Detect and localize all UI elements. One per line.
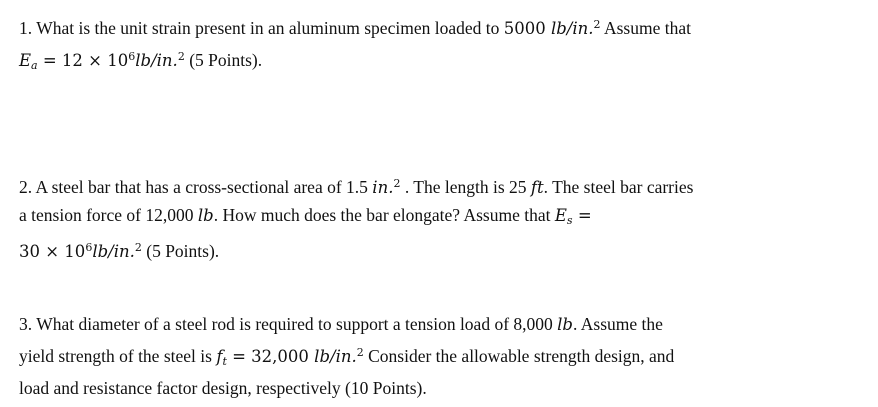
question-3-load-unit-group [557,315,573,334]
question-3-strength-unit: lb/in. [314,346,357,366]
question-3-line-1 [19,311,838,339]
question-2-equals: = [577,205,592,225]
question-2-modulus-value: 30 × 10 [19,242,86,261]
question-2-line-2 [19,202,838,235]
question-2-text-c: . The steel bar carries [543,177,694,197]
question-2-modulus-symbol-group [555,206,592,225]
question-3-strength-value: = 32,000 [232,346,309,366]
question-2-text-b: . The length is 25 [404,177,527,197]
question-1-modulus-subscript: a [31,58,38,72]
question-2-length-unit-group [531,178,544,197]
question-3-strength [216,347,363,366]
question-1-line-2 [19,43,838,80]
question-2-points: (5 Points). [146,241,220,261]
question-3-strength-exponent: 2 [356,345,364,359]
question-1-load-unit-exponent: 2 [593,18,601,31]
question-2-modulus-subscript: s [566,213,573,227]
question-2-area-unit-group [372,178,400,197]
question-3 [19,311,838,403]
question-1-modulus-value: = 12 × 10 [42,50,129,70]
question-1-modulus-symbol: E [19,50,32,70]
question-1-text-a: What is the unit strain present in an aluminum specimen loaded to [36,18,500,38]
question-3-text-d: Consider the allowable strength design, and [368,345,675,366]
question-3-text-e: load and resistance factor design, respectively (10 Points). [19,378,427,398]
question-3-load-unit: lb [557,315,573,334]
question-1 [19,11,838,79]
question-1-points: (5 Points). [189,49,263,70]
question-2-line-3 [19,234,838,266]
question-2-force-unit-group [198,206,214,225]
question-1-modulus-unit: lb/in. [135,50,178,70]
question-2 [19,170,838,266]
question-2-text-d: a tension force of 12,000 [19,204,194,225]
question-2-modulus-unit-exponent: 2 [134,241,142,254]
question-3-line-2 [19,339,838,376]
question-2-modulus [19,242,142,261]
question-1-line-1 [19,11,838,43]
question-3-text-c: yield strength of the steel is [19,345,212,366]
question-2-modulus-symbol: E [554,205,567,225]
question-1-number: 1. [19,18,33,38]
question-2-force-unit: lb [197,205,214,225]
question-3-text-a: What diameter of a steel rod is required to support a tension load of 8,000 [36,314,553,334]
question-2-text-e: . How much does the bar elongate? Assume that [213,204,551,225]
question-1-modulus-unit-exponent: 2 [177,49,185,63]
question-2-modulus-unit: lb/in. [92,242,135,261]
question-3-strength-subscript: t [222,354,227,368]
question-2-length-unit: ft [530,178,544,197]
question-3-line-3 [19,375,838,403]
question-3-text-b: . Assume the [573,314,663,334]
question-1-load-value: 5000 [503,19,546,38]
question-1-modulus [19,51,185,70]
question-2-modulus-exponent: 6 [85,241,93,254]
question-2-number: 2. [19,177,33,197]
question-1-text-b: Assume that [603,18,691,38]
question-1-modulus-exponent: 6 [128,49,136,63]
question-2-line-1 [19,170,838,202]
question-1-load-unit: lb/in. [550,19,594,38]
question-3-number: 3. [19,314,33,334]
question-2-area-unit: in. [372,178,394,197]
question-2-text-a: A steel bar that has a cross-sectional area of 1.5 [35,177,368,197]
question-2-area-exponent: 2 [393,177,401,190]
question-1-load [504,19,601,38]
question-3-strength-symbol: f [216,346,223,366]
